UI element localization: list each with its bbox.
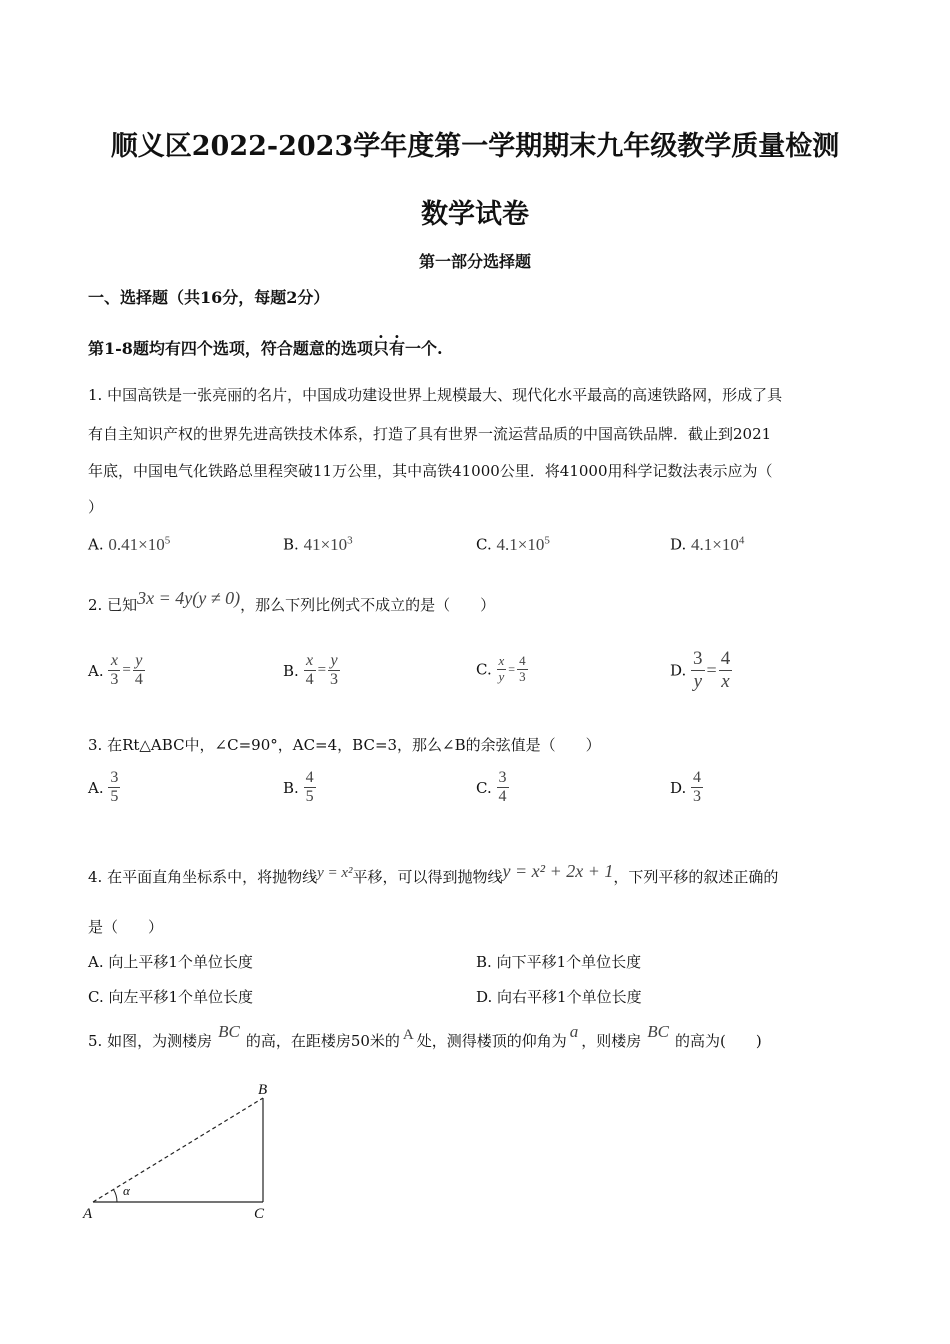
label-a: A: [83, 1206, 93, 1222]
q1-line-3: 年底，中国电气化铁路总里程突破11万公里，其中高铁41000公里．将41000用科学记数法表示应为（: [88, 462, 773, 480]
formula-exponent: 4: [738, 534, 745, 546]
instruction-pre: 第1-8题均有四个选项，符合题意的选项: [88, 339, 373, 358]
q3-option-d[interactable]: [670, 769, 703, 807]
denominator: 4: [498, 788, 507, 806]
formula-base: 4.1×10: [496, 534, 545, 554]
fraction-left: [691, 648, 705, 693]
option-label: C.: [476, 778, 492, 797]
q1-option-c[interactable]: [476, 534, 550, 555]
formula-exponent: 5: [164, 534, 171, 546]
option-label: D.: [476, 988, 493, 1006]
q5-symbol-bc: BC: [218, 1022, 240, 1041]
numerator: 3: [108, 769, 120, 788]
denominator: 5: [305, 788, 314, 806]
q2-option-d[interactable]: [670, 648, 732, 693]
fraction-right: [133, 652, 145, 690]
numerator: x: [108, 652, 120, 671]
fraction-left: [304, 652, 316, 690]
label-alpha: α: [123, 1183, 130, 1198]
segment-ab-dashed: [93, 1098, 263, 1202]
part-heading: 第一部分选择题: [418, 252, 531, 271]
option-label: D.: [670, 778, 687, 797]
option-label: B.: [283, 535, 299, 554]
q1-option-d[interactable]: [670, 534, 744, 555]
numerator: x: [304, 652, 316, 671]
numerator: x: [498, 653, 505, 668]
numerator: 4: [720, 648, 731, 669]
fraction: [108, 769, 120, 807]
instruction-emphasis-2: 有: [388, 339, 405, 358]
label-c: C: [254, 1206, 265, 1222]
q1-option-b[interactable]: [283, 534, 353, 555]
q4-formula-2: y = x² + 2x + 1: [502, 861, 614, 881]
q4-option-d[interactable]: [476, 986, 642, 1007]
q2-formula: 3x = 4y(y ≠ 0): [137, 588, 241, 608]
option-label: D.: [670, 661, 687, 680]
formula-base: 4.1×10: [691, 534, 739, 554]
option-text: 向上平移1个单位长度: [108, 953, 253, 971]
option-text: 向下平移1个单位长度: [496, 953, 642, 971]
fraction: [497, 769, 509, 807]
q5-stem: [88, 1022, 762, 1051]
q2-option-a[interactable]: [88, 652, 145, 690]
q5-part-3: 处，测得楼顶的仰角为: [416, 1032, 567, 1050]
fraction-right: [517, 654, 528, 685]
q4-stem-line-1: [88, 861, 779, 887]
q5-symbol-alpha: a: [569, 1022, 579, 1041]
section-heading: 一、选择题（共16分，每题2分）: [88, 288, 330, 307]
formula-base: 0.41×10: [108, 534, 165, 554]
denominator: 5: [110, 788, 119, 806]
denominator: 3: [693, 788, 702, 806]
option-formula: [304, 535, 353, 554]
formula-base: 41×10: [303, 534, 348, 554]
denominator: 4: [305, 671, 314, 689]
label-b: B: [258, 1082, 268, 1098]
option-label: B.: [283, 661, 299, 680]
q2-suffix: ，那么下列比例式不成立的是（ ）: [240, 596, 496, 614]
fraction-right: [328, 652, 340, 690]
numerator: 4: [519, 653, 526, 668]
fraction-right: [719, 648, 733, 693]
fraction-left: [108, 652, 120, 690]
angle-arc: [114, 1190, 118, 1203]
q5-part-2: 的高，在距楼房50米的: [245, 1032, 400, 1050]
instruction: [88, 336, 443, 359]
q4-formula-1: y = x²: [317, 865, 353, 881]
q4-part-1: 4. 在平面直角坐标系中，将抛物线: [88, 868, 318, 886]
triangle-figure: [80, 1074, 300, 1224]
equals-sign: =: [508, 661, 516, 676]
q1-option-a[interactable]: [88, 534, 170, 555]
fraction: [304, 769, 316, 807]
instruction-emphasis-1: 只: [372, 339, 389, 358]
denominator: y: [693, 670, 703, 692]
option-label: A.: [88, 535, 104, 554]
denominator: 4: [134, 671, 143, 689]
q2-prefix: 2. 已知: [88, 596, 138, 614]
q1-line-4: ）: [88, 498, 104, 516]
q4-option-a[interactable]: [88, 951, 253, 972]
numerator: 3: [693, 648, 703, 669]
equals-sign: =: [122, 662, 131, 679]
q3-option-a[interactable]: [88, 769, 120, 807]
formula-exponent: 3: [347, 534, 353, 546]
q1-line-2: 有自主知识产权的世界先进高铁技术体系，打造了具有世界一流运营品质的中国高铁品牌．截止到2021: [88, 425, 772, 443]
numerator: 4: [691, 769, 703, 788]
option-formula: [108, 535, 170, 554]
option-label: D.: [670, 535, 687, 554]
option-label: B.: [283, 778, 299, 797]
q5-part-4: ，则楼房: [581, 1032, 642, 1050]
fraction-left: [497, 654, 507, 685]
instruction-post: 一个.: [404, 339, 443, 358]
q2-option-b[interactable]: [283, 652, 340, 690]
option-text: 向左平移1个单位长度: [108, 988, 254, 1006]
option-label: C.: [476, 660, 492, 679]
q3-option-c[interactable]: [476, 769, 509, 807]
denominator: y: [498, 668, 505, 684]
q4-option-b[interactable]: [476, 951, 641, 972]
denominator: x: [721, 670, 730, 692]
option-formula: [691, 535, 744, 554]
q5-symbol-a: A: [402, 1027, 414, 1043]
q3-stem: 3. 在Rt△ABC中，∠C=90°，AC=4，BC=3，那么∠B的余弦值是（ ）: [88, 736, 601, 754]
option-formula: [497, 535, 550, 554]
q4-stem-line-2: 是（ ）: [88, 918, 164, 936]
equals-sign: =: [317, 662, 327, 679]
q5-part-1: 5. 如图，为测楼房: [88, 1032, 213, 1050]
q5-part-5: 的高为( ): [675, 1032, 762, 1050]
q2-stem: [88, 588, 496, 615]
q2-option-c[interactable]: [476, 654, 528, 685]
numerator: y: [133, 652, 145, 671]
q4-part-2: 平移，可以得到抛物线: [352, 868, 503, 886]
q4-option-c[interactable]: [88, 986, 253, 1007]
option-label: C.: [476, 535, 492, 554]
q3-option-b[interactable]: [283, 769, 316, 807]
option-label: B.: [476, 953, 492, 971]
denominator: 3: [330, 671, 339, 689]
numerator: 4: [304, 769, 316, 788]
q4-part-3: ，下列平移的叙述正确的: [613, 868, 779, 886]
numerator: 3: [497, 769, 509, 788]
option-label: C.: [88, 988, 104, 1006]
page-subtitle: 数学试卷: [421, 199, 529, 230]
page-title: 顺义区2022-2023学年度第一学期期末九年级教学质量检测: [110, 131, 840, 162]
formula-exponent: 5: [544, 534, 550, 546]
numerator: y: [328, 652, 340, 671]
fraction: [691, 769, 703, 807]
denominator: 3: [110, 671, 119, 689]
option-label: A.: [88, 953, 104, 971]
option-label: A.: [88, 778, 104, 797]
equals-sign: =: [706, 659, 717, 680]
option-label: A.: [88, 661, 104, 680]
option-text: 向右平移1个单位长度: [497, 988, 642, 1006]
q1-line-1: 1. 中国高铁是一张亮丽的名片，中国成功建设世界上规模最大、现代化水平最高的高速铁路网，形成了具: [88, 386, 783, 404]
denominator: 3: [519, 668, 526, 684]
q5-symbol-bc: BC: [647, 1022, 670, 1041]
